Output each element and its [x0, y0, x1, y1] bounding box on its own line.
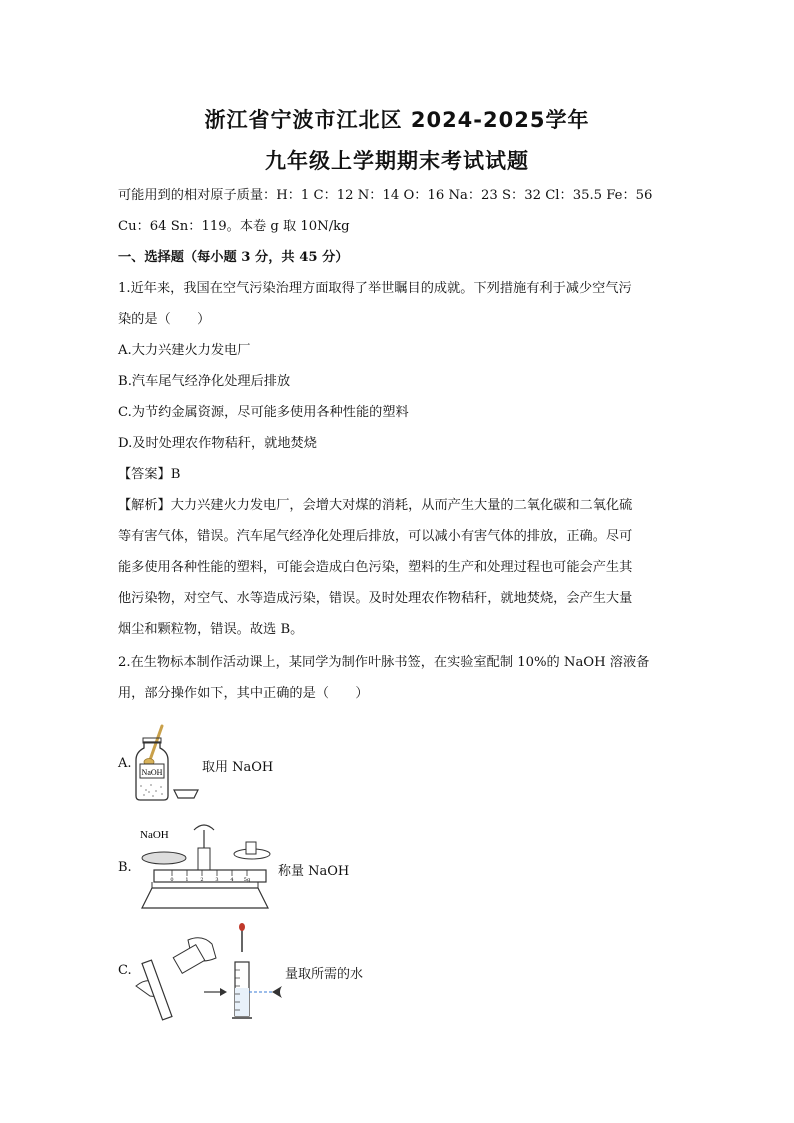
scale-number-5: 5g — [243, 877, 251, 883]
atomic-masses-line-2: Cu：64 Sn：119。本卷 g 取 10N/kg — [118, 219, 350, 234]
section-heading: 一、选择题（每小题 3 分，共 45 分） — [118, 250, 349, 265]
q2-option-c-label: C. — [118, 963, 132, 978]
q2-stem-line-2: 用，部分操作如下，其中正确的是（ ） — [118, 686, 369, 701]
q2-option-a-caption: 取用 NaOH — [202, 760, 274, 775]
reagent-bottle-figure — [132, 722, 202, 802]
q1-option-d: D.及时处理农作物秸秆，就地焚烧 — [118, 436, 317, 451]
atomic-masses-line-1: 可能用到的相对原子质量：H：1 C：12 N：14 O：16 Na：23 S：32 Cl：35.5 Fe：56 — [118, 188, 653, 203]
q2-option-b-caption: 称量 NaOH — [278, 864, 350, 879]
q2-stem-line-1: 2.在生物标本制作活动课上，某同学为制作叶脉书签，在实验室配制 10%的 NaOH 溶液备 — [118, 655, 650, 670]
scale-number-0: 0 — [170, 877, 174, 883]
balance-figure — [132, 818, 277, 910]
scale-number-4: 4 — [230, 877, 234, 883]
q1-stem-line-2: 染的是（ ） — [118, 312, 211, 327]
balance-label-text: NaOH — [140, 829, 169, 841]
q1-analysis-line-3: 能多使用各种性能的塑料，可能会造成白色污染，塑料的生产和处理过程也可能会产生其 — [118, 560, 633, 575]
document-subtitle: 九年级上学期期末考试试题 — [265, 149, 529, 173]
q1-analysis-line-4: 他污染物，对空气、水等造成污染，错误。及时处理农作物秸秆，就地焚烧，会产生大量 — [118, 591, 633, 606]
q1-stem-line-1: 1.近年来，我国在空气污染治理方面取得了举世瞩目的成就。下列措施有利于减少空气污 — [118, 281, 632, 296]
scale-number-2: 2 — [200, 877, 204, 883]
scale-number-1: 1 — [185, 877, 189, 883]
q1-answer: 【答案】B — [118, 467, 181, 482]
q2-option-a-label: A. — [118, 756, 132, 771]
q1-option-a: A.大力兴建火力发电厂 — [118, 343, 251, 358]
q2-option-c-caption: 量取所需的水 — [285, 967, 364, 982]
bottle-label-text: NaOH — [141, 768, 163, 777]
q1-option-c: C.为节约金属资源，尽可能多使用各种性能的塑料 — [118, 405, 409, 420]
q2-option-b-label: B. — [118, 860, 132, 875]
q1-analysis-line-5: 烟尘和颗粒物，错误。故选 B。 — [118, 622, 304, 637]
q1-analysis-line-2: 等有害气体，错误。汽车尾气经净化处理后排放，可以减小有害气体的排放，正确。尽可 — [118, 529, 633, 544]
measuring-cylinder-figure — [132, 920, 282, 1022]
q1-option-b: B.汽车尾气经净化处理后排放 — [118, 374, 291, 389]
document-title: 浙江省宁波市江北区 2024-2025学年 — [204, 108, 590, 132]
scale-number-3: 3 — [215, 877, 219, 883]
q1-analysis-line-1: 【解析】大力兴建火力发电厂，会增大对煤的消耗，从而产生大量的二氧化碳和二氧化硫 — [118, 498, 633, 513]
